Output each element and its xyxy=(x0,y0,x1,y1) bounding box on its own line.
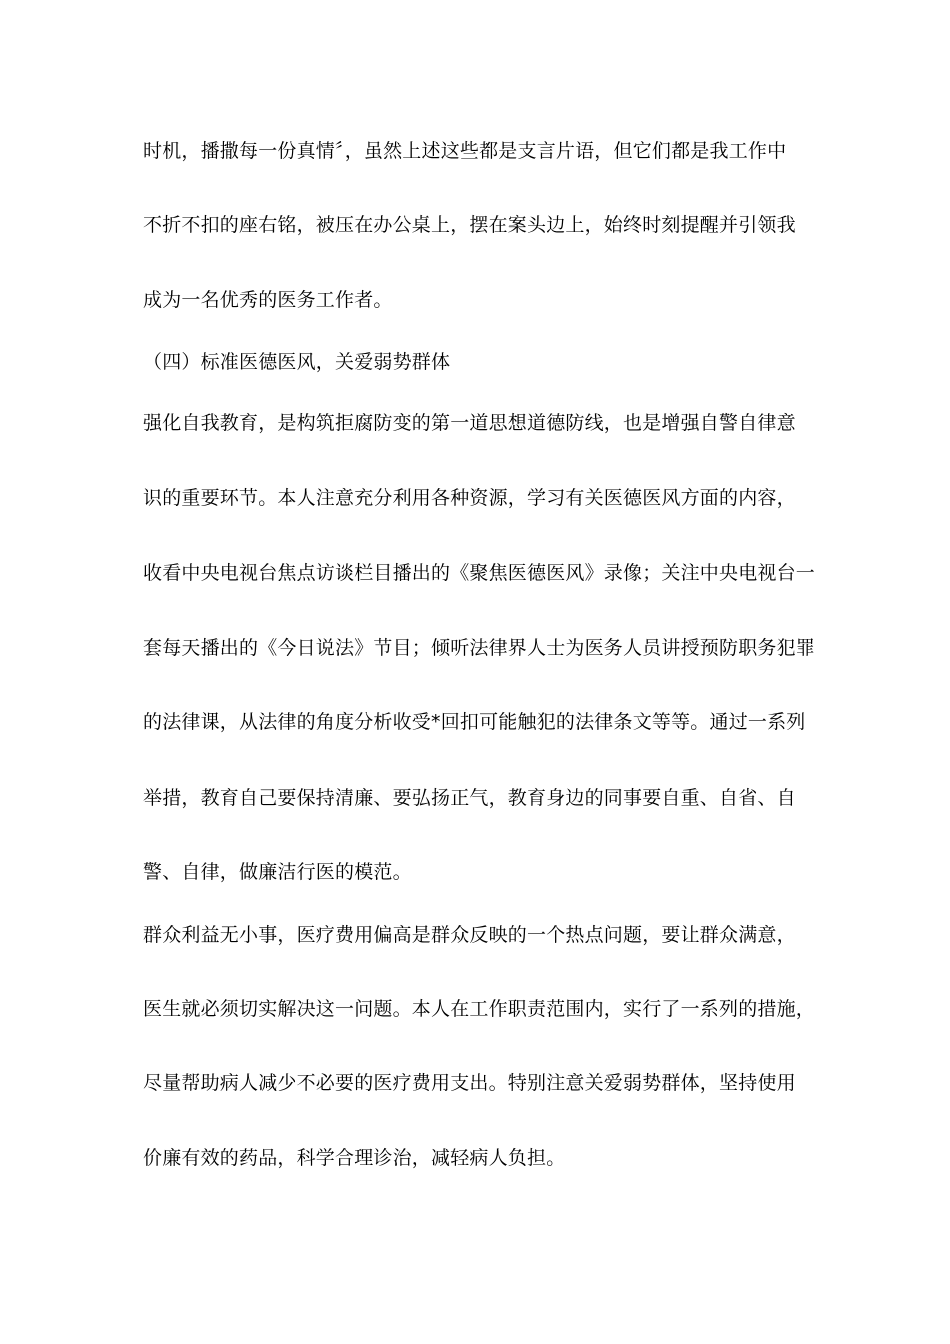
paragraph-line: 套每天播出的《今日说法》节目；倾听法律界人士为医务人员讲授预防职务犯罪 xyxy=(143,637,816,659)
paragraph-line: 强化自我教育，是构筑拒腐防变的第一道思想道德防线，也是增强自警自律意 xyxy=(143,412,796,434)
paragraph-line: 识的重要环节。本人注意充分利用各种资源，学习有关医德医风方面的内容， xyxy=(143,487,796,509)
paragraph-line: 价廉有效的药品，科学合理诊治，减轻病人负担。 xyxy=(143,1147,566,1169)
paragraph-line: 不折不扣的座右铭，被压在办公桌上，摆在案头边上，始终时刻提醒并引领我 xyxy=(143,214,796,236)
paragraph-line: 举措，教育自己要保持清廉、要弘扬正气，教育身边的同事要自重、自省、自 xyxy=(143,787,796,809)
paragraph-line: 警、自律，做廉洁行医的模范。 xyxy=(143,861,412,883)
paragraph-line: 收看中央电视台焦点访谈栏目播出的《聚焦医德医风》录像；关注中央电视台一 xyxy=(143,562,816,584)
paragraph-line: 群众利益无小事，医疗费用偏高是群众反映的一个热点问题，要让群众满意， xyxy=(143,924,796,946)
paragraph-line: 时机，播撒每一份真情〞，虽然上述这些都是支言片语，但它们都是我工作中 xyxy=(143,140,787,162)
paragraph-line: 的法律课，从法律的角度分析收受*回扣可能触犯的法律条文等等。通过一系列 xyxy=(143,711,806,733)
paragraph-line: 尽量帮助病人减少不必要的医疗费用支出。特别注意关爱弱势群体，坚持使用 xyxy=(143,1072,796,1094)
section-heading: （四）标准医德医风，关爱弱势群体 xyxy=(143,351,451,373)
paragraph-line: 成为一名优秀的医务工作者。 xyxy=(143,289,393,311)
paragraph-line: 医生就必须切实解决这一问题。本人在工作职责范围内，实行了一系列的措施， xyxy=(143,998,816,1020)
